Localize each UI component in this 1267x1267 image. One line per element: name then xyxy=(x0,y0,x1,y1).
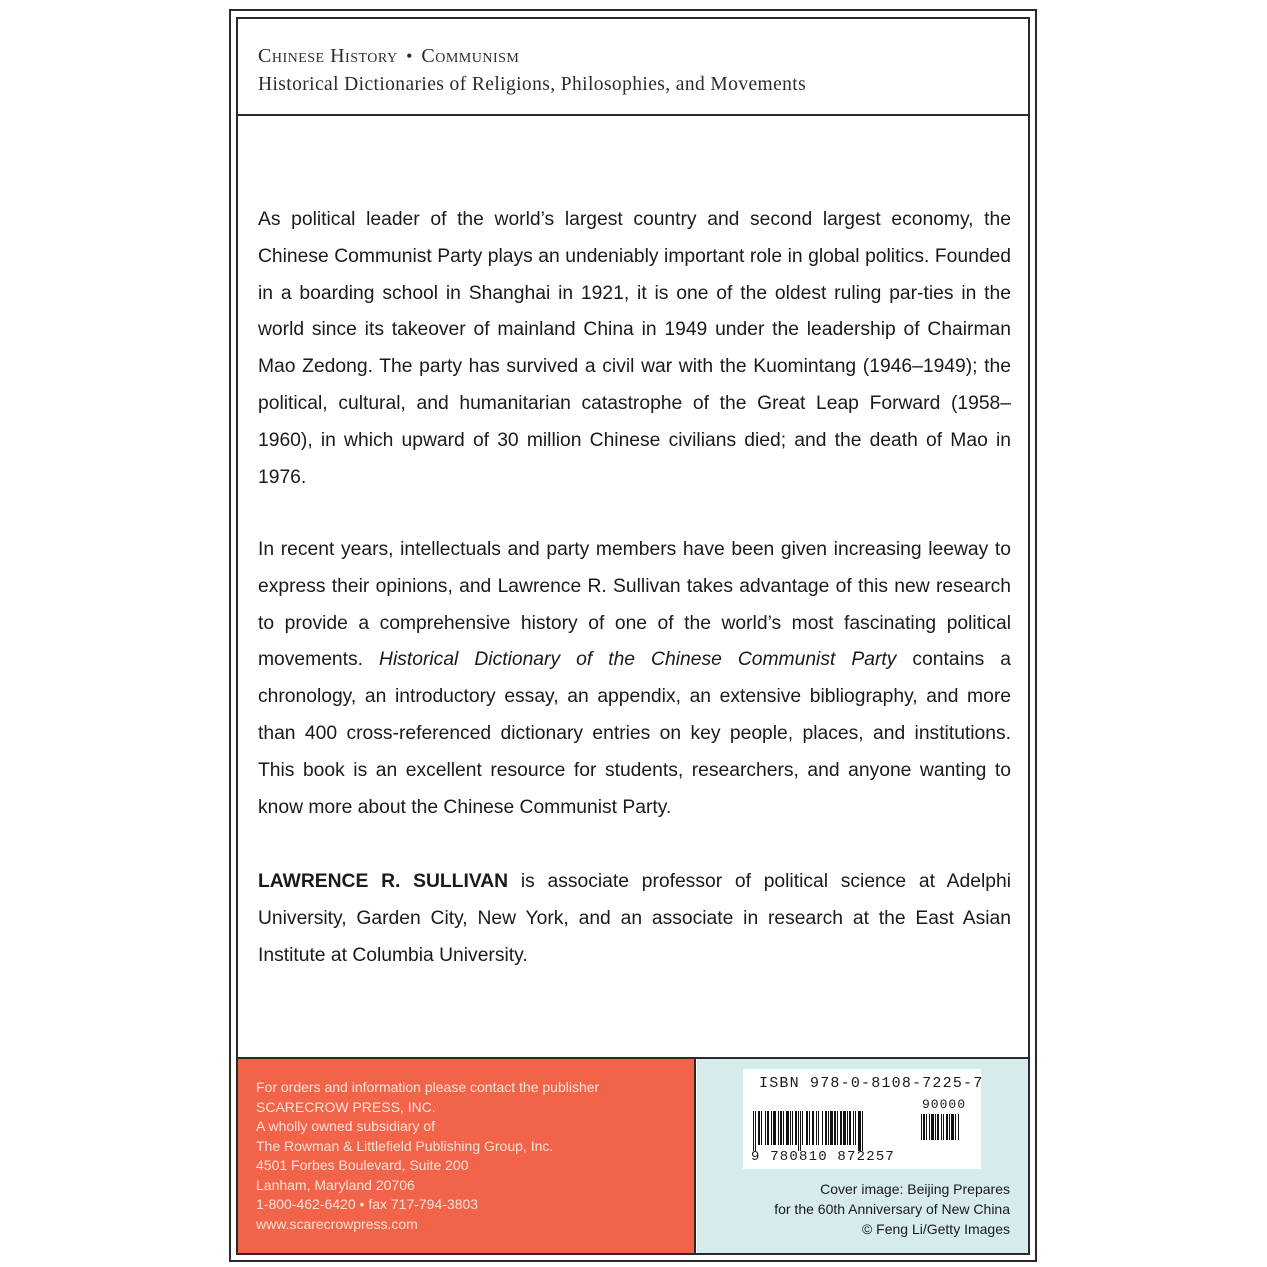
barcode-bar xyxy=(937,1114,939,1140)
author-bio-description: is associate professor of political science at Adelphi University, Garden City, New York, and an associate in research at the East Asian Institute at Columbia University. xyxy=(258,871,1011,966)
barcode-bar xyxy=(802,1111,803,1145)
barcode-bar xyxy=(946,1114,948,1140)
publisher-contact xyxy=(256,1078,599,1234)
barcode-bar xyxy=(795,1111,797,1145)
author-bio xyxy=(258,864,1011,974)
barcode-bar xyxy=(837,1111,838,1145)
series-category xyxy=(258,42,1018,70)
description-paragraph-2 xyxy=(258,532,1011,826)
barcode-bar xyxy=(858,1111,861,1151)
series-header xyxy=(258,42,1018,100)
barcode-bar xyxy=(825,1111,827,1145)
author-name: LAWRENCE R. SULLIVAN xyxy=(258,871,509,892)
description-paragraph-2-intro: In recent years, intellectuals and party members have been given increasing leeway to express their opinions, and Lawrence R. Sullivan takes advantage of this new research to provide a comprehensive history of one of the world’s most fascinating political movements. xyxy=(258,539,1011,671)
barcode-bar xyxy=(958,1114,959,1140)
barcode-bar xyxy=(855,1111,856,1145)
barcode-bar xyxy=(818,1111,819,1145)
description-paragraph-1-text: As political leader of the world’s largest country and second largest economy, the Chinese Communist Party plays an undeniably important role in global politics. Founded in a boarding school in Shanghai in 1921, it is one of the oldest ruling par-ties in the world since its takeover of mainland China in 1949 under the leadership of Chairman Mao Zedong. The party has survived a civil war with the Kuomintang (1946–1949); the political, cultural, and humanitarian catastrophe of the Great Leap Forward (1958–1960), in which upward of 30 million Chinese civilians died; and the death of Mao in 1976. xyxy=(258,209,1011,488)
cover-credit xyxy=(774,1179,1010,1239)
price-code: 90000 xyxy=(922,1097,967,1112)
barcode-bar xyxy=(929,1114,930,1140)
barcode-bar xyxy=(800,1111,801,1151)
barcode-box xyxy=(743,1069,984,1169)
series-category-suffix: Communism xyxy=(421,45,520,67)
description-paragraph-1 xyxy=(258,202,1011,496)
barcode-bar xyxy=(943,1114,944,1140)
barcode-bar xyxy=(923,1114,925,1140)
barcode-bar xyxy=(792,1111,793,1145)
cover-credit-line-2: for the 60th Anniversary of New China xyxy=(774,1201,1010,1217)
publisher-line-city: Lanham, Maryland 20706 xyxy=(256,1176,415,1193)
barcode-bar xyxy=(767,1111,769,1145)
author-bio-text xyxy=(258,864,1011,974)
barcode-bar xyxy=(773,1111,776,1145)
barcode-bar xyxy=(834,1111,836,1145)
barcode-bar xyxy=(812,1111,814,1145)
series-title: Historical Dictionaries of Religions, Philosophies, and Movements xyxy=(258,74,807,95)
barcode-bar xyxy=(753,1111,754,1151)
barcode-bar xyxy=(806,1111,808,1145)
barcode-bar xyxy=(862,1111,863,1151)
description-paragraph-2-text xyxy=(258,532,1011,826)
publisher-panel xyxy=(238,1059,696,1253)
barcode-bar xyxy=(790,1111,791,1145)
barcode-bar xyxy=(783,1111,784,1145)
isbn-label: ISBN 978-0-8108-7225-7 xyxy=(759,1075,984,1092)
barcode-panel xyxy=(697,1059,1028,1253)
barcode-bar xyxy=(847,1111,848,1145)
barcode-bar xyxy=(758,1111,760,1145)
series-category-prefix: Chinese History xyxy=(258,45,398,67)
series-bullet: • xyxy=(406,46,413,66)
publisher-line-website: www.scarecrowpress.com xyxy=(256,1215,418,1232)
barcode-bar xyxy=(765,1111,766,1145)
publisher-line-parent: The Rowman & Littlefield Publishing Group, Inc. xyxy=(256,1137,554,1154)
barcode-bar xyxy=(771,1111,772,1145)
publisher-line-name: SCARECROW PRESS, INC. xyxy=(256,1098,436,1115)
description-paragraph-2-rest: contains a chronology, an introductory essay, an appendix, an extensive bibliography, and more than 400 cross-referenced dictionary entries on key people, places, and institutions. This book is an excellent resource for students, researchers, and anyone wanting to know more about the Chinese Communist Party. xyxy=(258,649,1011,818)
barcode-bar xyxy=(949,1114,950,1140)
barcode-bar xyxy=(843,1111,846,1145)
barcode-bar xyxy=(761,1111,762,1145)
barcode-bar xyxy=(931,1114,934,1140)
barcode-bar xyxy=(780,1111,782,1145)
header-divider xyxy=(236,114,1030,116)
barcode-bar xyxy=(822,1111,823,1145)
barcode-bar xyxy=(828,1111,829,1145)
barcode-bar xyxy=(786,1111,789,1145)
barcode-bar xyxy=(840,1111,842,1145)
barcode-bar xyxy=(941,1114,942,1140)
ean-barcode-icon xyxy=(753,1111,915,1151)
barcode-bar xyxy=(951,1114,954,1140)
ean-digits: 9 780810 872257 xyxy=(751,1149,896,1165)
addon-barcode-icon xyxy=(921,1114,973,1146)
book-title: Historical Dictionary of the Chinese Communist Party xyxy=(379,649,897,671)
barcode-bar xyxy=(830,1111,833,1145)
barcode-bar xyxy=(853,1111,854,1145)
barcode-bar xyxy=(926,1114,927,1140)
barcode-bar xyxy=(755,1111,756,1151)
cover-credit-line-3: © Feng Li/Getty Images xyxy=(861,1221,1010,1237)
barcode-bar xyxy=(816,1111,817,1145)
barcode-bar xyxy=(955,1114,956,1140)
barcode-bar xyxy=(809,1111,810,1145)
barcode-bar xyxy=(921,1114,922,1140)
publisher-line-subsidiary: A wholly owned subsidiary of xyxy=(256,1118,435,1134)
barcode-bar xyxy=(778,1111,779,1145)
publisher-line-phone: 1-800-462-6420 • fax 717-794-3803 xyxy=(256,1196,479,1212)
cover-credit-line-1: Cover image: Beijing Prepares xyxy=(820,1181,1010,1197)
barcode-bar xyxy=(798,1111,799,1151)
publisher-line-intro: For orders and information please contact the publisher xyxy=(256,1079,600,1095)
barcode-bar xyxy=(849,1111,851,1145)
publisher-line-address: 4501 Forbes Boulevard, Suite 200 xyxy=(256,1157,469,1173)
barcode-bar xyxy=(935,1114,936,1140)
